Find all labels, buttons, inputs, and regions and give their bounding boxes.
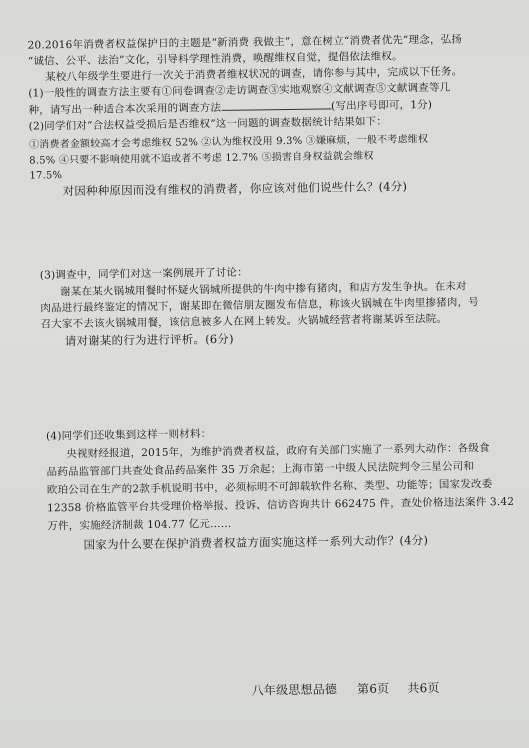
q20-part1-line-1: (1)一般性的调查方法主要有①问卷调查②走访调查③实地观察④文献调查⑤文献调查等几 (28, 81, 451, 100)
q20-part3-stem: (3)调查中，同学们对这一案例展开了讨论： (39, 266, 248, 282)
answer-blank (221, 99, 331, 111)
case-text-line-2: 肉品进行最终鉴定的情况下，谢某即在微信朋友圈发布信息，称该火锅城在牛肉里掺猪肉，号 (40, 296, 480, 315)
page-footer (252, 682, 440, 698)
footer-subject: 八年级思想品德 (251, 682, 338, 698)
q20-part3-question: 请对谢某的行为进行评析。(6分) (64, 331, 234, 349)
material-line-5: 万件，实施经济制裁 104.77 亿元…… (47, 517, 232, 533)
q20-intro-line-2: “诚信、公平、法治”文化，引导科学理性消费，唤醒维权自觉，提倡依法维权。 (27, 50, 403, 68)
material-line-4: 12358 价格监管平台共受理价格举报、投诉、信访咨询共计 662475 件，查处价格违法案件 3.42 (47, 495, 515, 515)
q20-intro-line-1: 20.2016年消费者权益保护日的主题是“新消费 我做主”，意在树立“消费者优先”理念，弘扬 (27, 33, 463, 52)
case-text-line-1: 谢某在某火锅城用餐时怀疑火锅城所提供的牛肉中掺有猪肉，和店方发生争执。在未对 (60, 280, 467, 299)
footer-page-number: 第6页 (356, 681, 390, 697)
q20-part4-question: 国家为什么要在保护消费者权益方面实施这样一系列大动作？(4分) (83, 533, 429, 552)
footer-total-pages: 共6页 (407, 680, 440, 696)
q20-part2-stem: (2)同学们对“合法权益受损后是否维权”这一问题的调查数据统计结果如下： (28, 115, 388, 133)
q20-part4-stem: (4)同学们还收集到这样一则材料： (46, 428, 212, 443)
survey-result-row-2: 8.5% ④只要不影响使用就不追或者不考虑 12.7% ⑤损害自身权益就会维权 (29, 150, 374, 167)
material-line-3: 欧珀公司在生产的2款手机说明书中，必须标明不可卸载软件名称、类型、功能等；国家发改委 (46, 478, 493, 497)
material-line-2: 品药品监管部门共查处食品药品案件 35 万余起；上海市第一中级人民法院判令三星公司和 (46, 460, 475, 479)
q20-part1-note: (写出序号即可，1分) (331, 98, 433, 113)
case-text-line-3: 召大家不去该火锅城用餐，该信息被多人在网上转发。火锅城经营者将谢某诉至法院。 (40, 312, 448, 331)
q20-part1-prompt: 种，请写出一种适合本次采用的调查方法 (28, 101, 222, 117)
material-line-1: 央视财经报道，2015年，为维护消费者权益，政府有关部门实施了一系列大动作：各级食 (66, 442, 490, 461)
survey-result-row-1: ①消费者金额较高才会考虑维权 52% ②认为维权没用 9.3% ③嫌麻烦，一般不考虑维权 (28, 134, 429, 151)
q20-intro-line-3: 某校八年级学生要进行一次关于消费者维权状况的调查，请你参与其中，完成以下任务。 (45, 65, 463, 84)
q20-part2-question: 对因种种原因而没有维权的消费者，你应该对他们说些什么？(4分) (62, 179, 408, 199)
survey-result-row-3: 17.5% (29, 170, 63, 182)
q20-part1-line-2 (28, 98, 432, 118)
